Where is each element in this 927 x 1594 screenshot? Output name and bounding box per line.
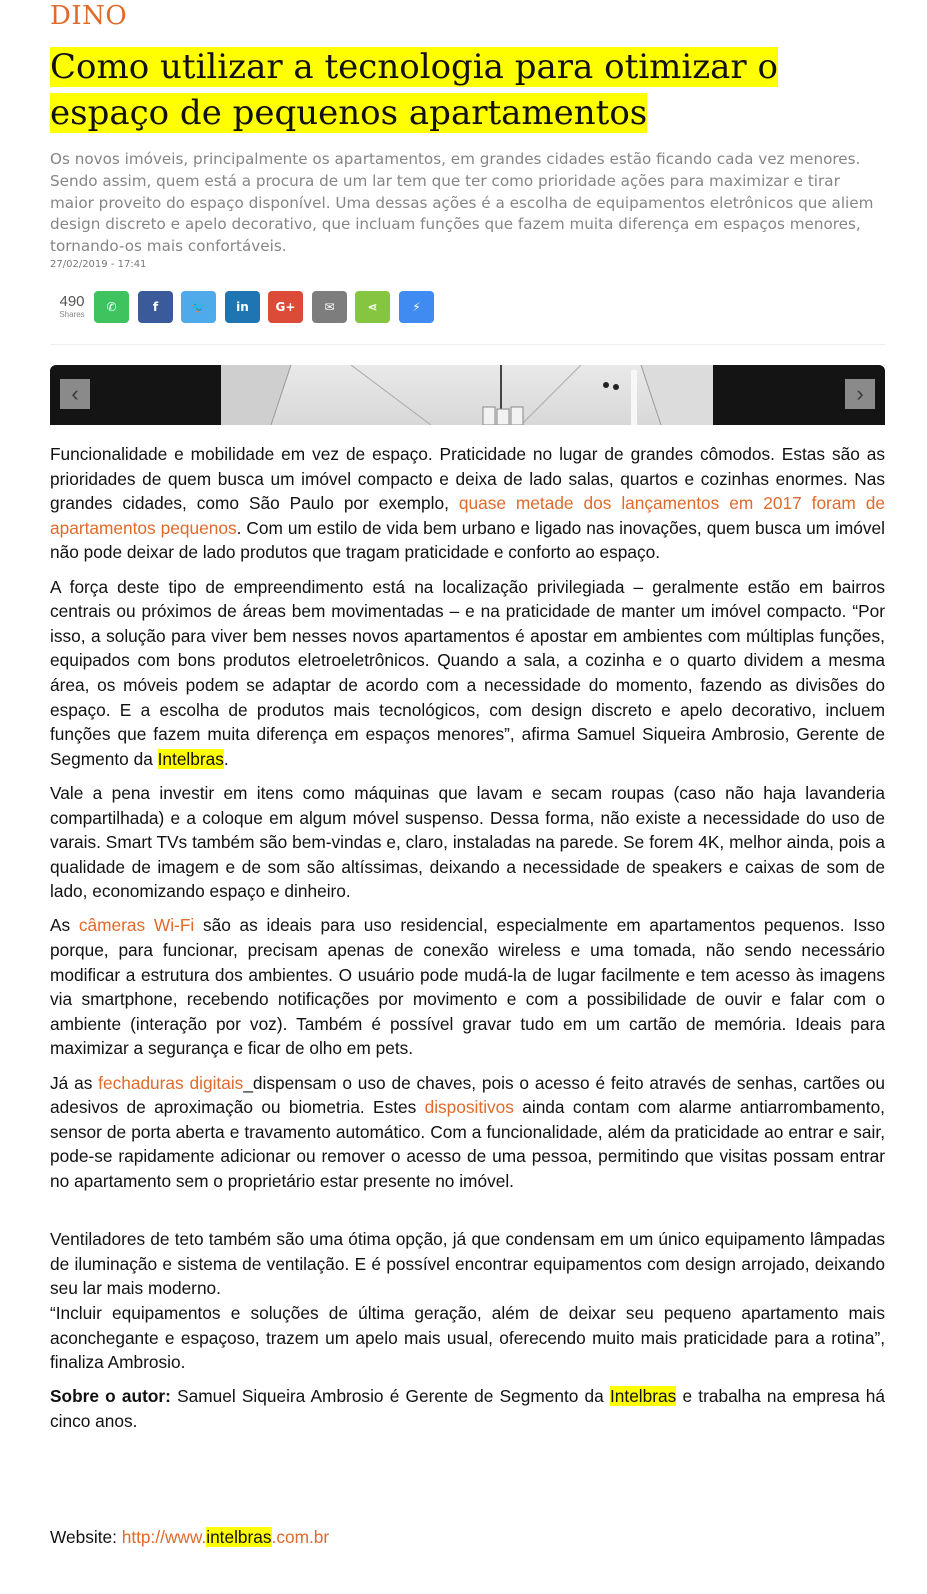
- share-count-number: 490: [59, 293, 85, 310]
- paragraph-text: A força deste tipo de empreendimento está na localização privilegiada – geralmente estão em bairros centrais ou próximos de áreas bem movimentadas – e na praticidade de manter um imóvel compacto. “Por isso, a solução para viver bem nesses novos apartamentos é apostar em ambientes com múltiplas funções, equipados com bons produtos eletroeletrônicos. Quando a sala, a cozinha e o quarto dividem a mesma área, os móveis podem se adaptar de acordo com a necessidade do momento, fazendo as divisões do espaço. E a escolha de produtos mais tecnológicos, com design discreto e apelo decorativo, incluem funções que fazem muita diferença em espaços menores”, afirma Samuel Siqueira Ambrosio, Gerente de Segmento da: [50, 576, 885, 769]
- paragraph-text: _dispensam o uso de chaves, pois o acesso é feito através de senhas, cartões ou adesivos de aproximação ou biometria. Estes: [50, 1072, 886, 1118]
- paragraph-text: e trabalha na empresa há cinco anos.: [50, 1386, 886, 1431]
- website-label: Website:: [50, 1527, 122, 1547]
- divider: [50, 344, 885, 345]
- apartment-photo: [221, 365, 713, 425]
- paragraph: Ventiladores de teto também são uma ótima opção, já que condensam em um único equipamento lâmpadas de iluminação e sistema de ventilação. E é possível encontrar equipamentos com design arrojado, deixando seu lar mais moderno.: [50, 1229, 885, 1299]
- slide-image: [221, 365, 713, 425]
- chevron-left-icon: ‹: [71, 381, 79, 406]
- paragraph-text: são as ideais para uso residencial, especialmente em apartamentos pequenos. Isso porque, para funcionar, precisam apenas de conexão wireless e uma tomada, não sendo necessário modificar a estrutura dos ambientes. O usuário pode mudá-la de lugar facilmente e tem acesso às imagens via smartphone, recebendo notificações por movimento e com a possibilidade de ouvir e falar com o ambiente (interação por voz). Também é possível gravar tudo em um cartão de memória. Ideais para maximizar a segurança e ficar de olho em pets.: [50, 915, 885, 1059]
- website-link[interactable]: [122, 1527, 329, 1547]
- website-line: [50, 1527, 329, 1548]
- paragraph: Vale a pena investir em itens como máquinas que lavam e secam roupas (caso não haja lavanderia compartilhada) e a coloque em algum móvel suspenso. Dessa forma, não existe a necessidade do uso de varais. Smart TVs também são bem-vindas e, claro, instaladas na parede. Se forem 4K, melhor ainda, pois a qualidade de imagem e de som são altíssimas, deixando a necessidade de speakers e caixas de som de lado, economizando espaço e dinheiro.: [50, 782, 885, 902]
- slider-next-button[interactable]: [845, 379, 875, 409]
- linkedin-icon: in: [236, 300, 249, 314]
- inline-link[interactable]: quase metade dos lançamentos em 2017 foram de apartamentos pequenos: [50, 493, 886, 538]
- paragraph-text: As: [50, 915, 79, 936]
- paragraph-text: Funcionalidade e mobilidade em vez de espaço. Praticidade no lugar de grandes cômodos. Estas são as prioridades de quem busca um imóvel compacto e deixa de lado salas, quartos e cozinhas enormes. Nas grandes cidades, como São Paulo por exemplo,: [50, 444, 885, 514]
- paragraph: [50, 575, 885, 772]
- paragraph-text: Já as: [50, 1072, 99, 1093]
- share-count-label: Shares: [59, 310, 85, 319]
- paragraph: [50, 913, 885, 1061]
- share-messenger-button[interactable]: [399, 291, 434, 323]
- paragraph-text: .: [223, 748, 229, 769]
- paragraph: [50, 1384, 885, 1433]
- share-facebook-button[interactable]: [138, 291, 173, 323]
- spacer: [50, 1203, 885, 1227]
- source-label: DINO: [50, 1, 128, 31]
- share-email-button[interactable]: [312, 291, 347, 323]
- article-lead: Os novos imóveis, principalmente os apartamentos, em grandes cidades estão ficando cada vez menores. Sendo assim, quem está a procura de um lar tem que ter como prioridade ações para maximizar e tirar maior proveito do espaço disponível. Uma dessas ações é a escolha de equipamentos eletrônicos que aliem design discreto e apelo decorativo, que incluam funções que fazem muita diferença em espaços menores, tornando-os mais confortáveis.: [50, 150, 874, 256]
- email-icon: ✉: [324, 300, 335, 314]
- article-title-text: Como utilizar a tecnologia para otimizar o espaço de pequenos apartamentos: [50, 47, 778, 133]
- article-title: [50, 44, 885, 136]
- facebook-icon: f: [152, 300, 159, 314]
- article-date: 27/02/2019 - 17:41: [50, 259, 147, 270]
- slider-prev-button[interactable]: [60, 379, 90, 409]
- share-linkedin-button[interactable]: [225, 291, 260, 323]
- twitter-icon: 🐦: [191, 300, 206, 314]
- googleplus-icon: G+: [275, 300, 296, 314]
- share-twitter-button[interactable]: [181, 291, 216, 323]
- messenger-icon: ⚡: [412, 300, 421, 314]
- paragraph-text: Samuel Siqueira Ambrosio é Gerente de Segmento da: [170, 1386, 610, 1407]
- paragraph: [50, 1071, 885, 1194]
- chevron-right-icon: ›: [856, 381, 864, 406]
- inline-link[interactable]: câmeras Wi-Fi: [78, 915, 195, 936]
- sharethis-icon: ⋖: [367, 300, 378, 314]
- author-label: Sobre o autor:: [50, 1386, 171, 1407]
- inline-link[interactable]: fechaduras digitais: [98, 1072, 244, 1093]
- paragraph: “Incluir equipamentos e soluções de última geração, além de deixar seu pequeno apartamento mais aconchegante e espaçoso, trazem um apelo mais usual, oferecendo muito mais praticidade para a rotina”, finaliza Ambrosio.: [50, 1302, 885, 1373]
- paragraph-text: . Com um estilo de vida bem urbano e ligado nas inovações, quem busca um imóvel não pode deixar de lado produtos que tragam praticidade e conforto ao espaço.: [50, 517, 886, 563]
- share-count: [56, 293, 88, 319]
- share-whatsapp-button[interactable]: [94, 291, 129, 323]
- website-link-text: http://www.: [121, 1527, 207, 1547]
- paragraph: [50, 442, 885, 565]
- share-sharethis-button[interactable]: [355, 291, 390, 323]
- share-googleplus-button[interactable]: [268, 291, 303, 323]
- highlighted-term: Intelbras: [609, 1386, 677, 1407]
- paragraph-text: ainda contam com alarme antiarrombamento, sensor de porta aberta e travamento automático. Com a funcionalidade, além da praticidade ao entrar e sair, pode-se rapidamente adicionar ou remover o acesso de uma pessoa, permitindo que visitas possam entrar no apartamento sem o proprietário estar presente no imóvel.: [50, 1097, 885, 1191]
- inline-link[interactable]: dispositivos: [424, 1097, 514, 1118]
- website-link-highlight: intelbras: [206, 1527, 272, 1547]
- website-link-text: .com.br: [271, 1527, 330, 1547]
- article-body: [50, 442, 885, 1443]
- image-slider: [50, 365, 885, 425]
- highlighted-term: Intelbras: [157, 748, 224, 769]
- whatsapp-icon: ✆: [106, 300, 117, 314]
